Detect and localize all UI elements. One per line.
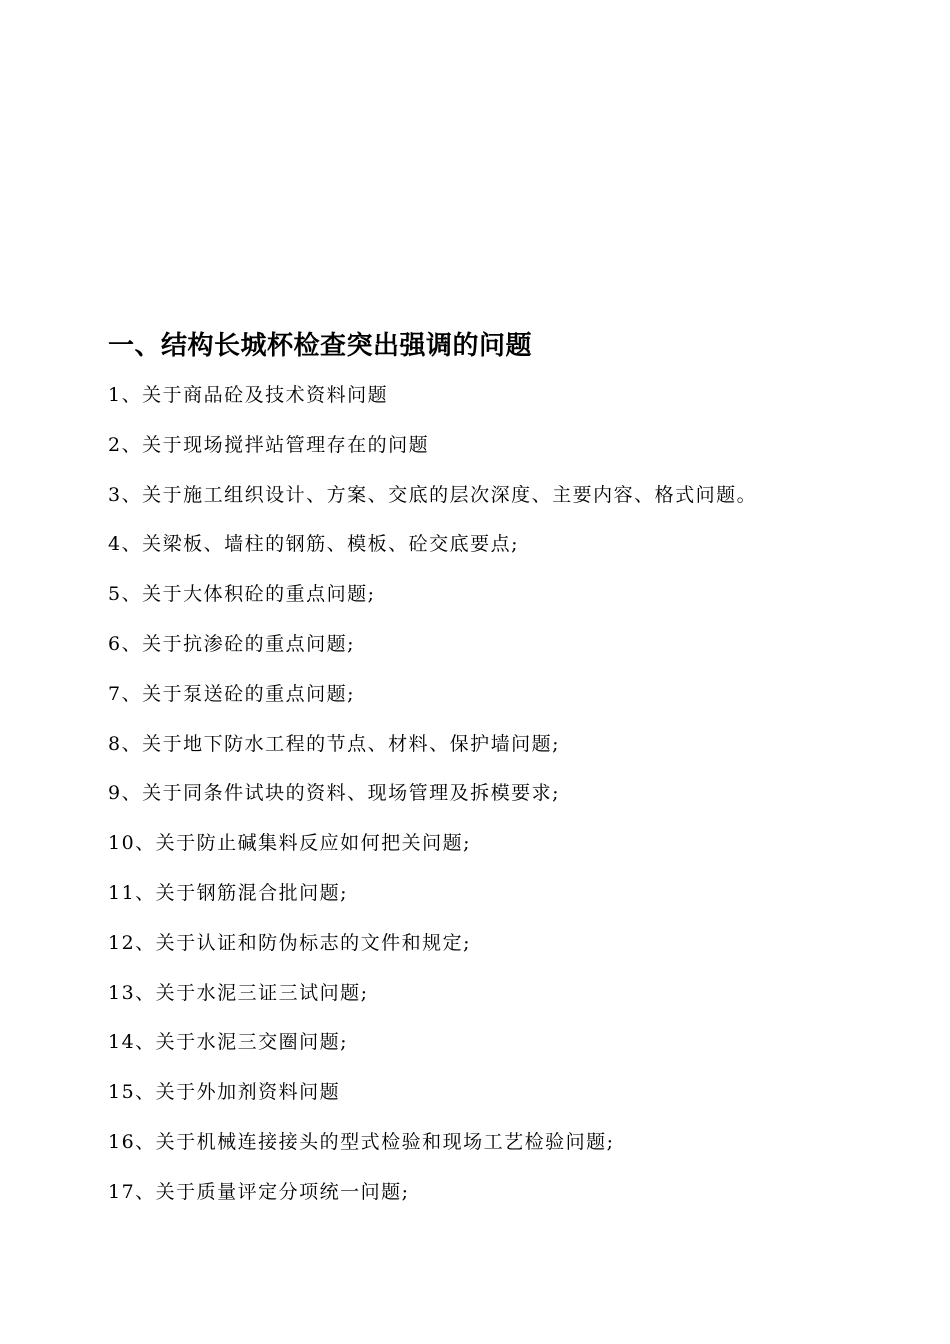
list-item: 16、关于机械连接接头的型式检验和现场工艺检验问题; <box>108 1130 615 1153</box>
list-item: 6、关于抗渗砼的重点问题; <box>108 632 355 655</box>
list-item: 11、关于钢筋混合批问题; <box>108 881 349 904</box>
list-item: 4、关梁板、墙柱的钢筋、模板、砼交底要点; <box>108 533 519 556</box>
list-item: 14、关于水泥三交圈问题; <box>108 1031 349 1054</box>
list-item: 5、关于大体积砼的重点问题; <box>108 583 376 606</box>
list-item: 1、关于商品砼及技术资料问题 <box>108 384 389 406</box>
list-item: 3、关于施工组织设计、方案、交底的层次深度、主要内容、格式问题。 <box>108 483 758 506</box>
list-item: 13、关于水泥三证三试问题; <box>108 981 369 1004</box>
list-item: 7、关于泵送砼的重点问题; <box>108 682 355 705</box>
list-item: 2、关于现场搅拌站管理存在的问题 <box>108 433 430 456</box>
issue-list <box>108 378 757 1225</box>
list-item: 9、关于同条件试块的资料、现场管理及拆模要求; <box>108 782 560 805</box>
list-item: 12、关于认证和防伪标志的文件和规定; <box>108 931 472 954</box>
list-item: 8、关于地下防水工程的节点、材料、保护墙问题; <box>108 732 560 755</box>
list-item: 10、关于防止碱集料反应如何把关问题; <box>108 832 472 855</box>
section-heading: 一、结构长城杯检查突出强调的问题 <box>108 331 533 361</box>
list-item: 15、关于外加剂资料问题 <box>108 1081 341 1104</box>
list-item: 17、关于质量评定分项统一问题; <box>108 1180 410 1203</box>
